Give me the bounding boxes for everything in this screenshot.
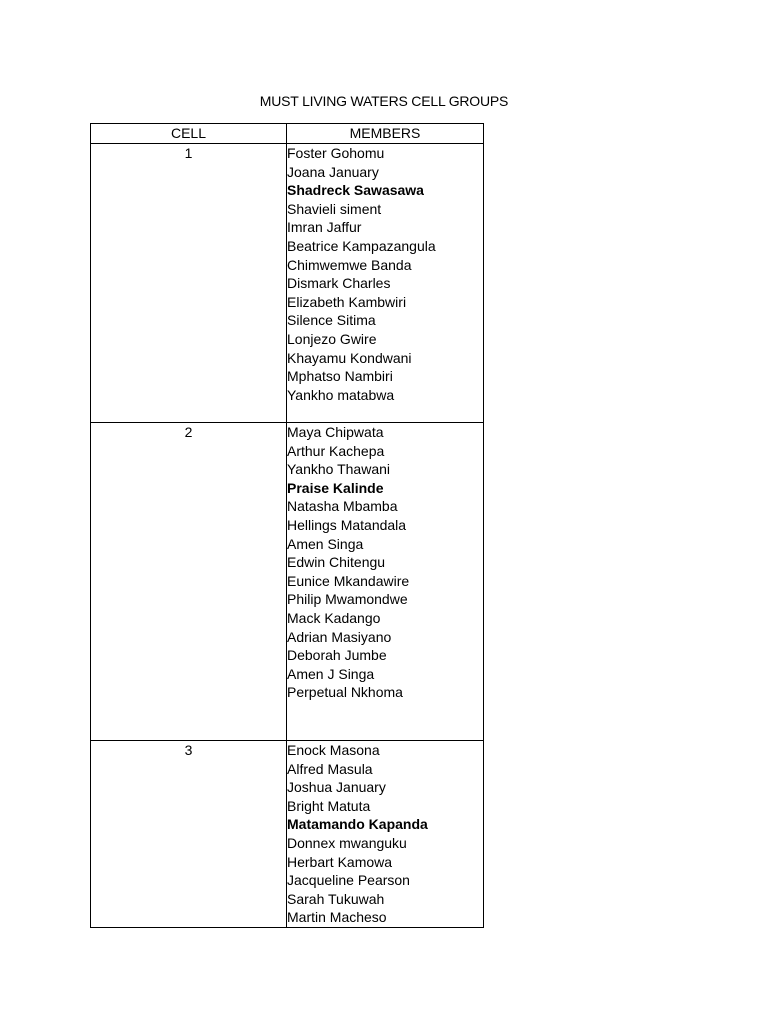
member-name: Lonjezo Gwire [287,330,377,347]
member-name: Arthur Kachepa [287,442,385,459]
member-name: Eunice Mkandawire [287,572,410,589]
table-row [91,741,484,928]
member-name: Joana January [287,163,379,180]
member-name: Amen J Singa [287,665,375,682]
member-name: Imran Jaffur [287,219,362,236]
page-title: MUST LIVING WATERS CELL GROUPS [259,93,509,109]
member-name-leader: Matamando Kapanda [287,816,428,833]
member-name: Martin Macheso [287,909,387,926]
member-name: Alfred Masula [287,760,373,777]
member-name: Beatrice Kampazangula [287,237,436,254]
member-name: Silence Sitima [287,312,376,329]
member-name: Mphatso Nambiri [287,368,393,385]
member-name: Donnex mwanguku [287,834,407,851]
member-name: Yankho matabwa [287,386,395,403]
member-name: Adrian Masiyano [287,628,392,645]
member-name-leader: Shadreck Sawasawa [287,182,424,199]
member-name: Dismark Charles [287,275,391,292]
members-list [287,144,484,423]
member-name: Joshua January [287,779,386,796]
table-row [91,423,484,741]
member-name-leader: Praise Kalinde [287,479,384,496]
member-name: Perpetual Nkhoma [287,684,403,701]
member-name: Shavieli siment [287,200,382,217]
member-name: Bright Matuta [287,797,371,814]
member-name: Maya Chipwata [287,424,384,440]
member-name: Enock Masona [287,742,380,758]
cell-groups-table [90,123,484,928]
member-name: Philip Mwamondwe [287,591,408,608]
member-name: Foster Gohomu [287,145,385,161]
member-name: Deborah Jumbe [287,647,387,664]
member-name: Edwin Chitengu [287,554,386,571]
members-list [287,423,484,741]
cell-number: 3 [91,741,287,928]
header-cell: CELL [91,124,287,144]
member-name: Natasha Mbamba [287,498,398,515]
table-header-row [91,124,484,144]
members-list [287,741,484,928]
cell-number: 2 [91,423,287,741]
member-name: Elizabeth Kambwiri [287,293,407,310]
member-name: Herbart Kamowa [287,853,393,870]
member-name: Mack Kadango [287,609,381,626]
member-name: Amen Singa [287,535,364,552]
member-name: Sarah Tukuwah [287,890,385,907]
table-row [91,144,484,423]
member-name: Chimwemwe Banda [287,256,412,273]
member-name: Khayamu Kondwani [287,349,412,366]
cell-number: 1 [91,144,287,423]
member-name: Jacqueline Pearson [287,872,410,889]
header-members: MEMBERS [287,124,484,144]
member-name: Hellings Matandala [287,516,407,533]
member-name: Yankho Thawani [287,461,390,478]
